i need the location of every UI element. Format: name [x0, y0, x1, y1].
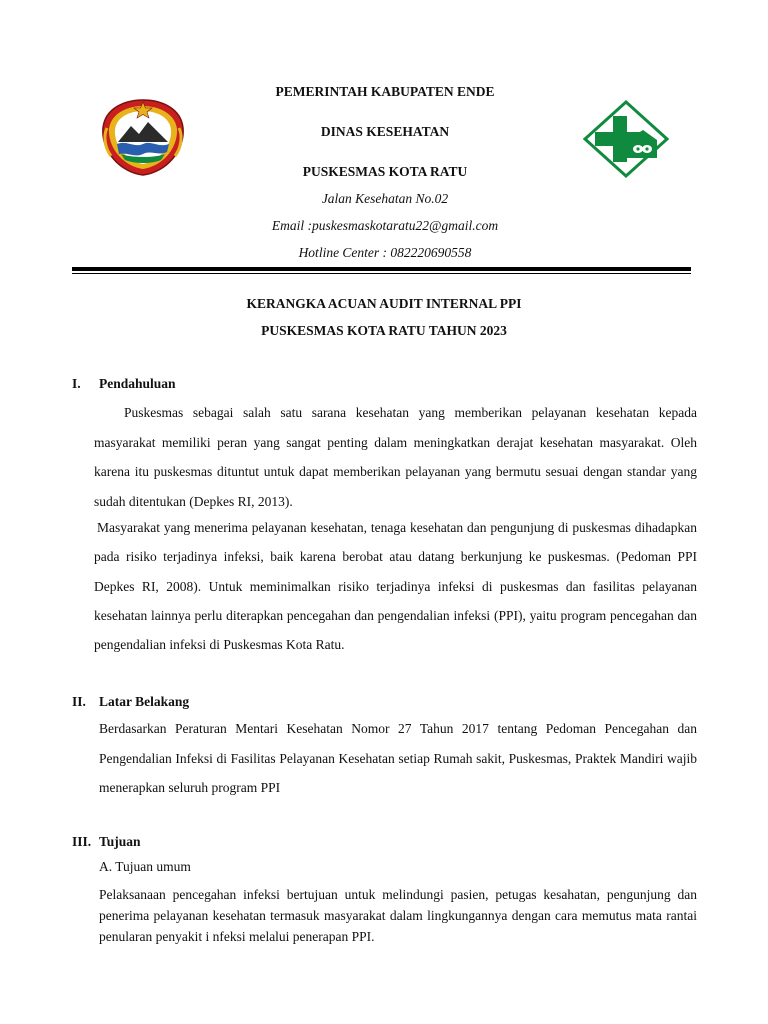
paragraph: Masyarakat yang menerima pelayanan kesehatan, tenaga kesehatan dan pengunjung di puskesmas dihadapkan pada risiko terjadinya infeksi, baik karena berobat atau datang berkunjung ke puskesmas. (Pedoman PPI Depkes RI, 2008). Untuk meminimalkan risiko terjadinya infeksi di puskesmas dan fasilitas pelayanan kesehatan lainnya perlu diterapkan pencegahan dan pengendalian infeksi (PPI), yaitu program pencegahan dan pengendalian infeksi di Puskesmas Kota Ratu. — [94, 520, 697, 653]
paragraph: Pelaksanaan pencegahan infeksi bertujuan untuk melindungi pasien, petugas kesahatan, pengunjung dan penerima pelayanan kesehatan termasuk masyarakat dalam lingkungannya dengan cara memutus mata rantai penularan penyakit i nfeksi melalui penerapan PPI. — [99, 887, 697, 944]
section-number: III. — [72, 834, 92, 849]
agency-name: DINAS KESEHATAN — [320, 124, 450, 139]
section-number: I. — [72, 376, 81, 391]
letterhead-divider-thick — [72, 267, 691, 271]
address-line: Jalan Kesehatan No.02 — [321, 191, 449, 206]
email-line: Email :puskesmaskotaratu22@gmail.com — [271, 218, 499, 233]
institution-name: PUSKESMAS KOTA RATU — [302, 164, 468, 179]
puskesmas-cross-logo-icon — [583, 100, 669, 178]
document-subtitle: PUSKESMAS KOTA RATU TAHUN 2023 — [261, 323, 507, 338]
paragraph: Puskesmas sebagai salah satu sarana kesehatan yang memberikan pelayanan kesehatan kepada masyarakat memiliki peran yang sangat penting dalam meningkatkan derajat kesehatan masyarakat. Oleh karena itu puskesmas dituntut untuk dapat memberikan pelayanan yang bermutu sesuai dengan standar yang sudah ditentukan (Depkes RI, 2013). — [94, 405, 697, 509]
section-number: II. — [72, 694, 86, 709]
letterhead-divider-thin — [72, 273, 691, 274]
section-title: Tujuan — [99, 834, 141, 849]
section-title: Pendahuluan — [99, 376, 176, 391]
hotline-line: Hotline Center : 082220690558 — [298, 245, 472, 260]
regency-coat-of-arms-icon — [101, 98, 185, 176]
government-name: PEMERINTAH KABUPATEN ENDE — [275, 84, 495, 99]
paragraph: Berdasarkan Peraturan Mentari Kesehatan Nomor 27 Tahun 2017 tentang Pedoman Pencegahan dan Pengendalian Infeksi di Fasilitas Pelayanan Kesehatan setiap Rumah sakit, Puskesmas, Praktek Mandiri wajib menerapkan seluruh program PPI — [99, 721, 697, 795]
document-title: KERANGKA ACUAN AUDIT INTERNAL PPI — [246, 296, 522, 311]
subsection-title: A. Tujuan umum — [99, 859, 191, 874]
section-title: Latar Belakang — [99, 694, 190, 709]
